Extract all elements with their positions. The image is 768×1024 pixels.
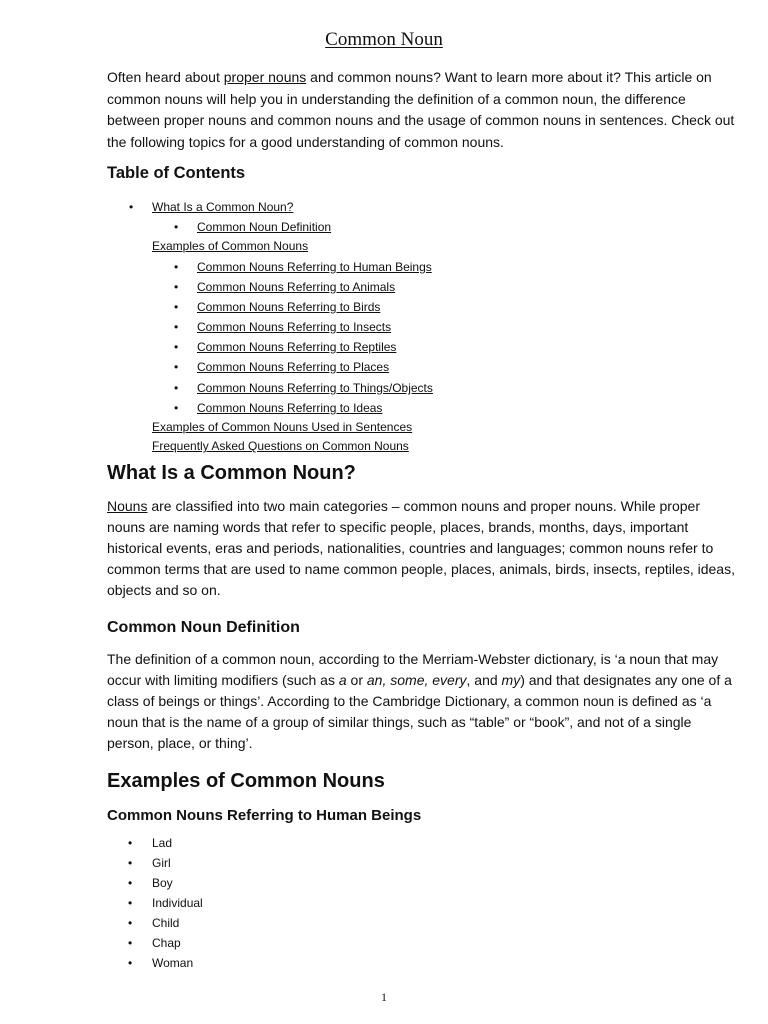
proper-nouns-link[interactable]: proper nouns xyxy=(223,69,307,85)
section1-text: are classified into two main categories – common nouns and proper nouns. While proper nouns are naming words that refer to specific people, places, brands, months, days, important historical events, eras and periods, nationalities, countries and languages; common nouns refer to common terms that are used to name common people, places, animals, birds, insects, reptiles, ideas, objects and so on. xyxy=(107,498,735,598)
definition-italic: an, some, every xyxy=(366,672,467,688)
toc-link-human-beings[interactable]: Common Nouns Referring to Human Beings xyxy=(197,260,432,274)
toc-link-places[interactable]: Common Nouns Referring to Places xyxy=(197,360,390,374)
bullet-icon: • xyxy=(174,320,179,334)
toc-link-birds[interactable]: Common Nouns Referring to Birds xyxy=(197,300,381,314)
bullet-icon: • xyxy=(174,381,179,395)
toc-link-animals[interactable]: Common Nouns Referring to Animals xyxy=(197,280,396,294)
bullet-icon: • xyxy=(128,836,133,850)
bullet-icon: • xyxy=(174,360,179,374)
nouns-link[interactable]: Nouns xyxy=(107,498,148,514)
section2-paragraph xyxy=(107,649,737,754)
page-number: 1 xyxy=(381,990,387,1004)
toc-link-insects[interactable]: Common Nouns Referring to Insects xyxy=(197,320,392,334)
bullet-icon: • xyxy=(128,856,133,870)
intro-text-start: Often heard about xyxy=(107,69,224,85)
toc-link-ideas[interactable]: Common Nouns Referring to Ideas xyxy=(197,401,383,415)
section1-paragraph xyxy=(107,496,737,601)
bullet-icon: • xyxy=(174,280,179,294)
bullet-icon: • xyxy=(174,340,179,354)
toc-link-sentences[interactable]: Examples of Common Nouns Used in Sentences xyxy=(152,420,413,434)
bullet-icon: • xyxy=(174,300,179,314)
bullet-icon: • xyxy=(174,220,179,234)
toc-link-what-is-common-noun[interactable]: What Is a Common Noun? xyxy=(152,200,294,214)
toc-link-examples[interactable]: Examples of Common Nouns xyxy=(152,239,309,253)
bullet-icon: • xyxy=(174,401,179,415)
toc-heading: Table of Contents xyxy=(107,164,246,182)
definition-italic: my xyxy=(501,672,521,688)
section-heading-definition: Common Noun Definition xyxy=(107,619,300,636)
definition-text: ) and that designates any one of a class of beings or things’. According to the Cambridge Dictionary, a common noun is defined as ‘a noun that is the name of a group of similar things, such as “table” or “book”, and not of a single person, place, or thing’. xyxy=(107,672,732,751)
intro-text-end: and common nouns? Want to learn more about it? This article on common nouns will help you in understanding the definition of a common noun, the difference between proper nouns and common nouns and the usage of common nouns in sentences. Check out the following topics for a good understanding of common nouns. xyxy=(107,69,735,150)
bullet-icon: • xyxy=(128,956,133,970)
toc-link-things-objects[interactable]: Common Nouns Referring to Things/Objects xyxy=(197,381,433,395)
page-title: Common Noun xyxy=(325,29,443,50)
section-heading-examples: Examples of Common Nouns xyxy=(107,770,385,792)
intro-paragraph xyxy=(107,67,737,153)
bullet-icon: • xyxy=(129,200,134,214)
toc-link-faq[interactable]: Frequently Asked Questions on Common Nouns xyxy=(152,439,409,453)
definition-text: The definition of a common noun, according to the Merriam-Webster dictionary, is ‘a noun that may occur with limiting modifiers (such as xyxy=(107,651,719,688)
toc-link-definition[interactable]: Common Noun Definition xyxy=(197,220,332,234)
bullet-icon: • xyxy=(128,876,133,890)
bullet-icon: • xyxy=(128,936,133,950)
bullet-icon: • xyxy=(128,896,133,910)
bullet-icon: • xyxy=(174,260,179,274)
bullet-icon: • xyxy=(128,916,133,930)
definition-text: , and xyxy=(466,672,502,688)
section-heading-what-is: What Is a Common Noun? xyxy=(107,462,356,484)
definition-italic: a xyxy=(338,672,347,688)
definition-text: or xyxy=(346,672,367,688)
subheading-human-beings: Common Nouns Referring to Human Beings xyxy=(107,807,422,824)
toc-link-reptiles[interactable]: Common Nouns Referring to Reptiles xyxy=(197,340,397,354)
